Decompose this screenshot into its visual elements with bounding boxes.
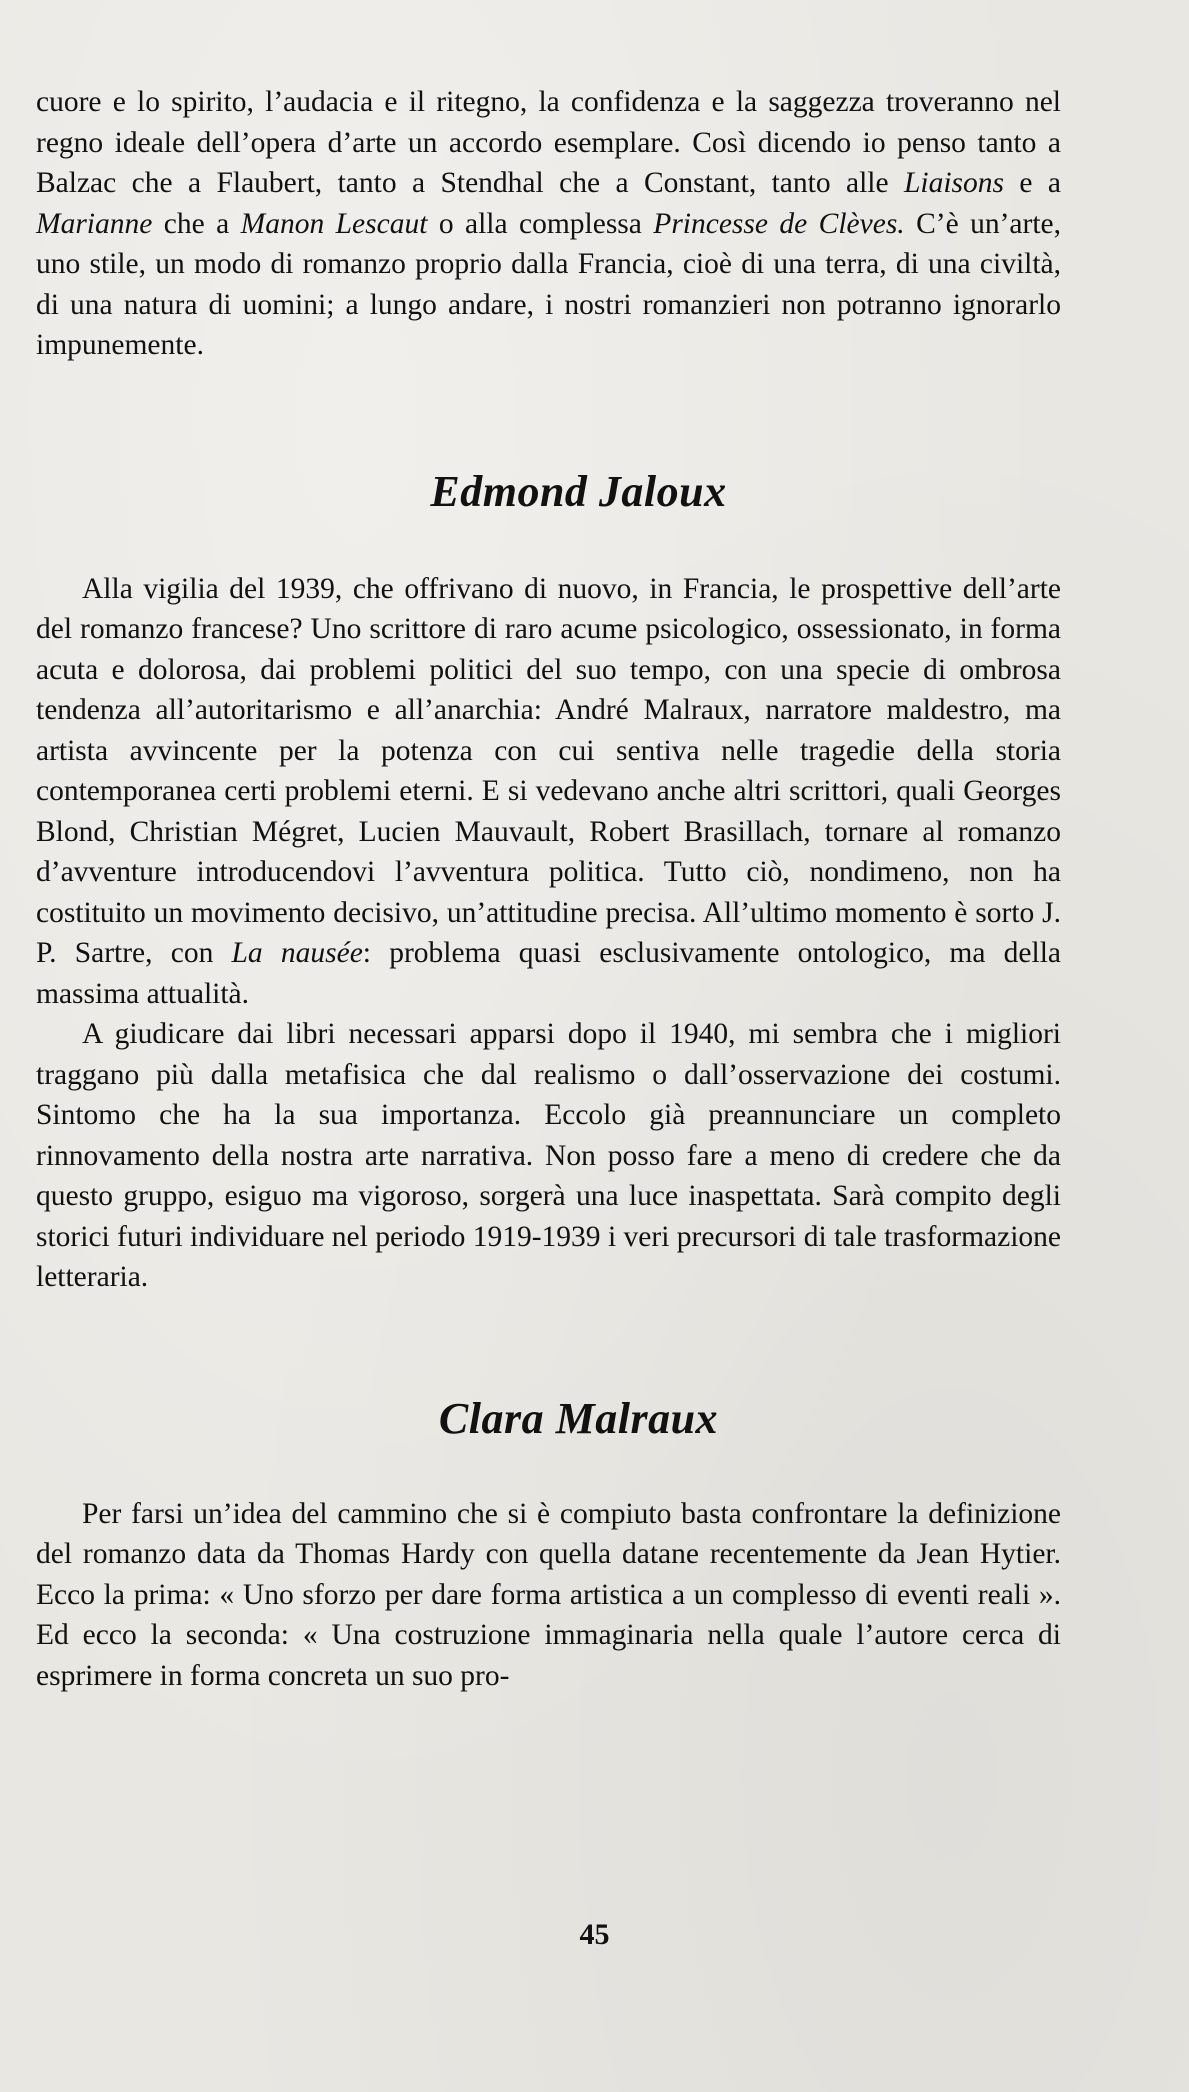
jaloux-paragraph-2: A giudicare dai libri necessari apparsi dopo il 1940, mi sembra che i migliori traggano più dalla metafisica che dal realismo o dall’osservazione dei costumi. Sintomo che ha la sua importanza. Eccolo già preannunciare un completo rinnovamento della nostra arte narrativa. Non posso fare a meno di credere che da questo gruppo, esiguo ma vigoroso, sorgerà una luce inaspettata. Sarà compito degli storici futuri individuare nel periodo 1919-1939 i veri precursori di tale trasformazione letteraria. — [36, 1018, 1061, 1293]
jaloux-text: Alla vigilia del 1939, che offrivano di nuovo, in Francia, le prospettive dell’arte del romanzo francese? Uno scrittore di raro acume psicologico, ossessionato, in forma acuta e dolorosa, dai problemi politici del suo tempo, con una specie di ombrosa tendenza all’autoritarismo e all’anarchia: André Malraux, narratore maldestro, ma artista avvincente per la potenza con cui sentiva nelle tragedie della storia contemporanea certi problemi eterni. E si vedevano anche altri scrittori, quali Georges Blond, Christian Mégret, Lucien Mauvault, Robert Brasillach, tornare al romanzo d’avventure introducendovi l’avventura politica. Tutto ciò, nondimeno, non ha costituito un movimento decisivo, un’attitudine precisa. All’ultimo momento è sorto J. P. Sartre, con — [36, 572, 1061, 969]
intro-text: e a — [1004, 167, 1062, 199]
malraux-paragraph-1: Per farsi un’idea del cammino che si è compiuto basta confrontare la definizione del romanzo data da Thomas Hardy con quella datane recentemente da Jean Hytier. Ecco la prima: « Uno sforzo per dare forma artistica a un complesso di eventi reali ». Ed ecco la seconda: « Una costruzione immaginaria nella quale l’autore cerca di esprimere in forma concreta un suo pro- — [36, 1497, 1061, 1692]
intro-title-marianne: Marianne — [36, 207, 153, 240]
section-title-clara-malraux: Clara Malraux — [438, 1393, 719, 1443]
page-number: 45 — [579, 1918, 610, 1951]
intro-title-princesse-de-cleves: Princesse de Clèves. — [653, 207, 905, 240]
intro-title-manon-lescaut: Manon Lescaut — [240, 207, 428, 240]
intro-text: che a — [152, 207, 241, 240]
jaloux-text: : problema quasi esclusivamente ontologico, ma della massima attualità. — [36, 937, 1061, 1010]
intro-title-liaisons: Liaisons — [904, 167, 1005, 199]
intro-paragraph — [36, 82, 1061, 366]
intro-text: C’è un’arte, uno stile, un modo di romanzo proprio dalla Francia, cioè di una terra, di una civiltà, di una natura di uomini; a lungo andare, i nostri romanzieri non potranno ignorarlo impunemente. — [36, 207, 1062, 361]
intro-text: cuore e lo spirito, l’audacia e il ritegno, la confidenza e la saggezza troveranno nel regno ideale dell’opera d’arte un accordo esemplare. Così dicendo io penso tanto a Balzac che a Flaubert, tanto a Stendhal che a Constant, tanto alle — [36, 86, 1061, 199]
jaloux-title-la-nausee: La nausée — [231, 937, 363, 969]
section-title-edmond-jaloux: Edmond Jaloux — [430, 466, 727, 516]
intro-text: o alla complessa — [427, 207, 654, 240]
jaloux-paragraph-1 — [36, 569, 1061, 1015]
